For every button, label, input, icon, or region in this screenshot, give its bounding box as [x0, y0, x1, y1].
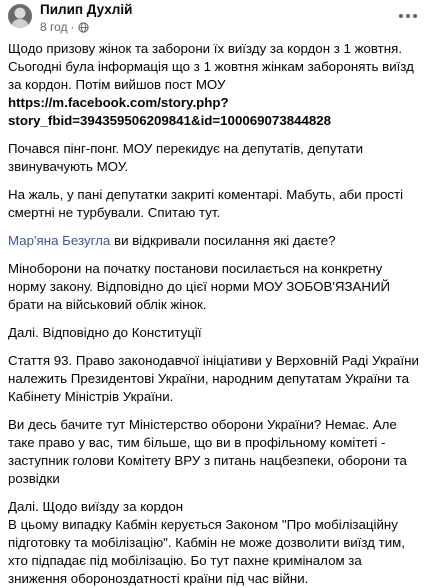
- post-link-line-2[interactable]: story_fbid=394359506209841&id=100069073844828: [8, 113, 332, 128]
- post-meta: [40, 20, 89, 34]
- more-options-icon[interactable]: [396, 6, 420, 26]
- paragraph-6: Далі. Відповідно до Конституції: [8, 325, 202, 340]
- paragraph-2: Почався пінг-понг. МОУ перекидує на депутатів, депутати звинувачують МОУ.: [8, 141, 364, 174]
- paragraph-9: [8, 498, 420, 588]
- post-time[interactable]: 8 год: [40, 20, 68, 34]
- paragraph-1: [8, 40, 420, 130]
- paragraph-3: На жаль, у пані депутатки закриті коментарі. Мабуть, аби прості смертні не турбували. Спитаю тут.: [8, 187, 404, 220]
- globe-icon: [78, 22, 89, 33]
- avatar[interactable]: [8, 4, 32, 28]
- paragraph-4: [8, 232, 420, 250]
- post-header: [0, 0, 428, 40]
- paragraph-9-heading: Далі. Щодо виїзду за кордон: [8, 499, 184, 514]
- paragraph-5: Міноборони на початку постанови посилається на конкретну норму закону. Відповідно до цієї норми МОУ ЗОБОВ'ЯЗАНИЙ брати на військовий облік жінок.: [8, 261, 391, 312]
- post-body: [8, 40, 420, 588]
- meta-separator: ·: [70, 20, 75, 34]
- paragraph-1-text: Щодо призову жінок та заборони їх виїзду за кордон з 1 жовтня. Сьогодні була інформація що з 1 жовтня жінкам заборонять виїзд за кордон. Потім вийшов пост МОУ: [8, 41, 414, 92]
- paragraph-9-text: В цьому випадку Кабмін керується Законом "Про мобілізаційну підготовку та мобілізацію". Кабмін не може дозволити виїзд тим, хто підпадає під мобілізацію. Бо тут пахне криміналом за зниження обороноздатності країни під час війни.: [8, 517, 405, 586]
- paragraph-8: Ви десь бачите тут Міністерство оборони України? Немає. Але таке право у вас, тим більше, що ви в профільному комітеті - заступник голови Комітету ВРУ з питань нацбезпеки, оборони та розвідки: [8, 417, 407, 486]
- post-link-line-1[interactable]: https://m.facebook.com/story.php?: [8, 95, 229, 110]
- paragraph-7: Стаття 93. Право законодавчої ініціативи у Верховній Раді України належить Президентові України, народним депутатам України та Кабінету Міністрів України.: [8, 353, 419, 404]
- paragraph-4-text: ви відкривали посилання які даєте?: [110, 233, 336, 248]
- author-name[interactable]: Пилип Духлій: [40, 2, 133, 17]
- mention-link[interactable]: Мар'яна Безугла: [8, 233, 111, 248]
